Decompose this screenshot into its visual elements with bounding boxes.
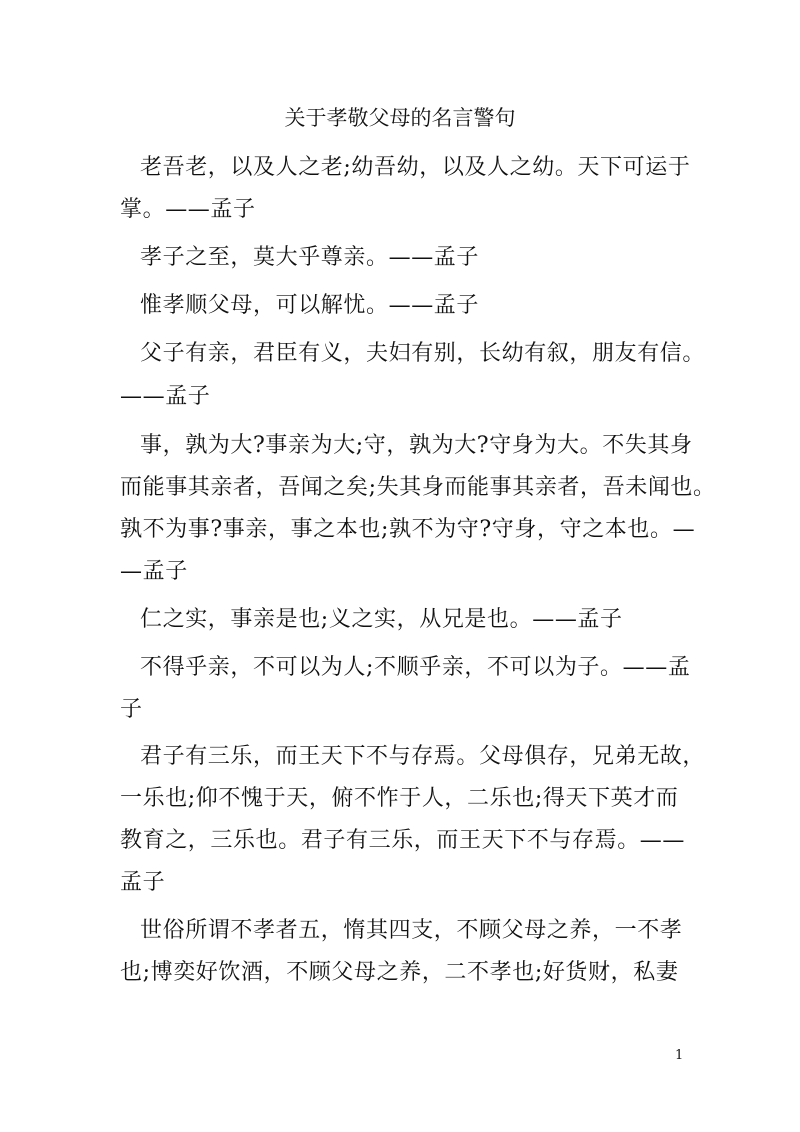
text-line: 惟孝顺父母，可以解忧。——孟子 [140, 293, 480, 318]
text-line: 而能事其亲者，吾闻之矣;失其身而能事其亲者，吾未闻也。 [120, 475, 716, 500]
text-line: —孟子 [120, 559, 188, 584]
text-line: 孝子之至，莫大乎尊亲。——孟子 [140, 245, 480, 270]
text-line: 君子有三乐，而王天下不与存焉。父母俱存，兄弟无故， [140, 744, 706, 769]
text-line: 掌。——孟子 [120, 197, 256, 222]
text-line: 世俗所谓不孝者五，惰其四支，不顾父母之养，一不孝 [140, 918, 683, 943]
text-line: 父子有亲，君臣有义，夫妇有别，长幼有叙，朋友有信。 [140, 341, 706, 366]
text-line: 孰不为事?事亲，事之本也;孰不为守?守身，守之本也。— [120, 517, 696, 542]
text-line: 一乐也;仰不愧于天，俯不怍于人，二乐也;得天下英才而 [120, 786, 679, 811]
text-line: 仁之实，事亲是也;义之实，从兄是也。——孟子 [140, 607, 623, 632]
page-number: 1 [675, 1048, 684, 1063]
text-line: 子 [120, 697, 143, 722]
text-line: 老吾老，以及人之老;幼吾幼，以及人之幼。天下可运于 [140, 155, 691, 180]
text-line: 事，孰为大?事亲为大;守，孰为大?守身为大。不失其身 [140, 433, 693, 458]
document-title: 关于孝敬父母的名言警句 [284, 106, 516, 130]
text-line: 教育之，三乐也。君子有三乐，而王天下不与存焉。—— [120, 828, 686, 853]
text-line: 不得乎亲，不可以为人;不顺乎亲，不可以为子。——孟 [140, 655, 691, 680]
text-line: ——孟子 [120, 384, 211, 409]
text-line: 孟子 [120, 870, 166, 895]
text-line: 也;博奕好饮酒，不顾父母之养，二不孝也;好货财，私妻 [120, 960, 679, 985]
